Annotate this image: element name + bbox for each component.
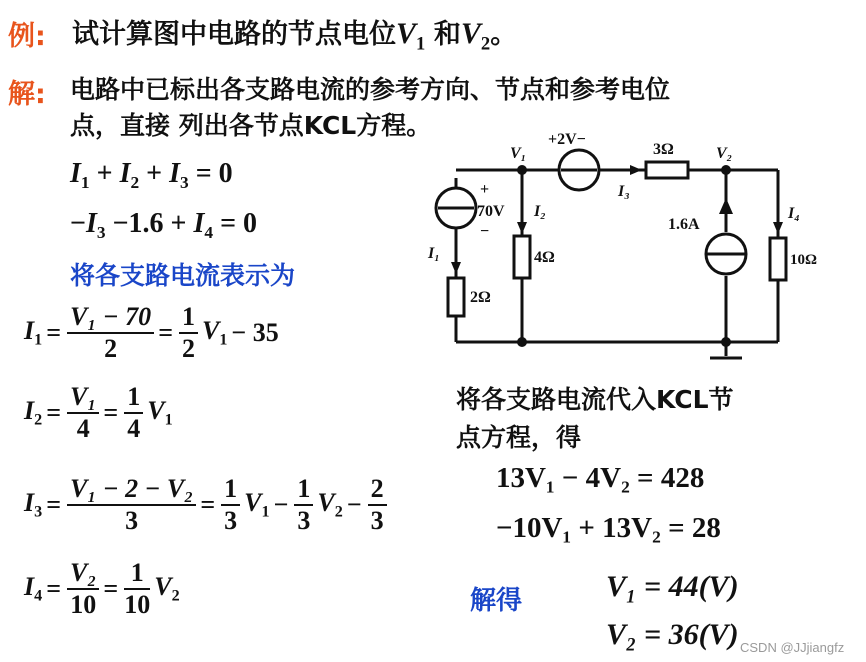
question-text: 试计算图中电路的节点电位$V_1$ 和$V_2$。	[72, 17, 518, 55]
kcl-equation-2: $-I_3 -1.6 + I_4 = 0$	[70, 208, 258, 243]
branch-heading: 将各支路电流表示为	[70, 261, 296, 290]
resistor-10ohm	[770, 238, 786, 280]
example-label: 例:	[8, 21, 46, 52]
solution-label: 解:	[8, 79, 46, 110]
resistor-3ohm	[646, 162, 688, 178]
node-v1	[517, 165, 527, 175]
result-label: 解得	[470, 586, 523, 616]
node-v2	[721, 165, 731, 175]
circuit-diagram	[410, 128, 818, 368]
result-v1: V₁ = 44(V)	[606, 570, 739, 603]
substitute-line-1: 将各支路电流代入KCL节	[456, 385, 734, 414]
label-70v-minus: −	[480, 223, 490, 240]
label-4ohm: 4Ω	[534, 249, 555, 266]
node-equation-2: −10V₁ + 13V₂ = 28	[496, 512, 721, 544]
node-equation-1: 13V₁ − 4V₂ = 428	[496, 462, 705, 494]
label-70v-plus: +	[480, 181, 490, 198]
solution-line-2: 点，直接 列出各节点KCL方程。	[70, 111, 432, 140]
arrow-i4	[773, 222, 783, 234]
label-i2: I₂	[534, 203, 546, 220]
label-10ohm: 10Ω	[790, 252, 818, 268]
label-70v: 70V	[477, 203, 505, 220]
branch-eq-i4: $I_4$ = $\frac{\text{V₂}}{10}$ = $\frac{1}{10}$ $V_2$	[24, 558, 180, 619]
label-node-v2: V₂	[716, 145, 733, 162]
branch-eq-i3: $I_3$ = $\frac{\text{V₁ − 2 − V₂}}{3}$ = $\frac{1}{3}$ $V_1$ − $\frac{1}{3}$ $V_2$ − $\frac{2}{3}$	[24, 474, 391, 536]
label-node-v1: V₁	[510, 145, 527, 162]
label-2v: +2V−	[548, 131, 586, 148]
resistor-4ohm	[514, 236, 530, 278]
branch-eq-i2: $I_2$ = $\frac{\text{V₁}}{4}$ = $\frac{1}{4}$ $V_1$	[24, 382, 173, 443]
current-source-arrow	[719, 198, 733, 214]
label-i3: I₃	[618, 183, 630, 200]
arrow-i3	[630, 165, 642, 175]
branch-eq-i1: $I_1$ = $\frac{\text{V₁ − 70}}{2}$ = $\frac{1}{2}$ $V_1$ − 35	[24, 302, 279, 363]
watermark: CSDN @JJjiangfz	[740, 640, 845, 655]
resistor-2ohm	[448, 278, 464, 316]
label-2ohm: 2Ω	[470, 289, 491, 306]
kcl-equation-1: $I_1 + I_2 + I_3 = 0$	[70, 158, 233, 193]
label-1-6a: 1.6A	[668, 216, 700, 233]
arrow-i1	[451, 262, 461, 274]
result-v2: V₂ = 36(V)	[606, 618, 739, 651]
solution-line-1: 电路中已标出各支路电流的参考方向、节点和参考电位	[70, 75, 671, 104]
label-3ohm: 3Ω	[653, 141, 674, 158]
label-i4: I₄	[788, 205, 800, 222]
arrow-i2	[517, 222, 527, 234]
label-i1: I₁	[428, 245, 440, 262]
substitute-line-2: 点方程，得	[456, 423, 582, 452]
